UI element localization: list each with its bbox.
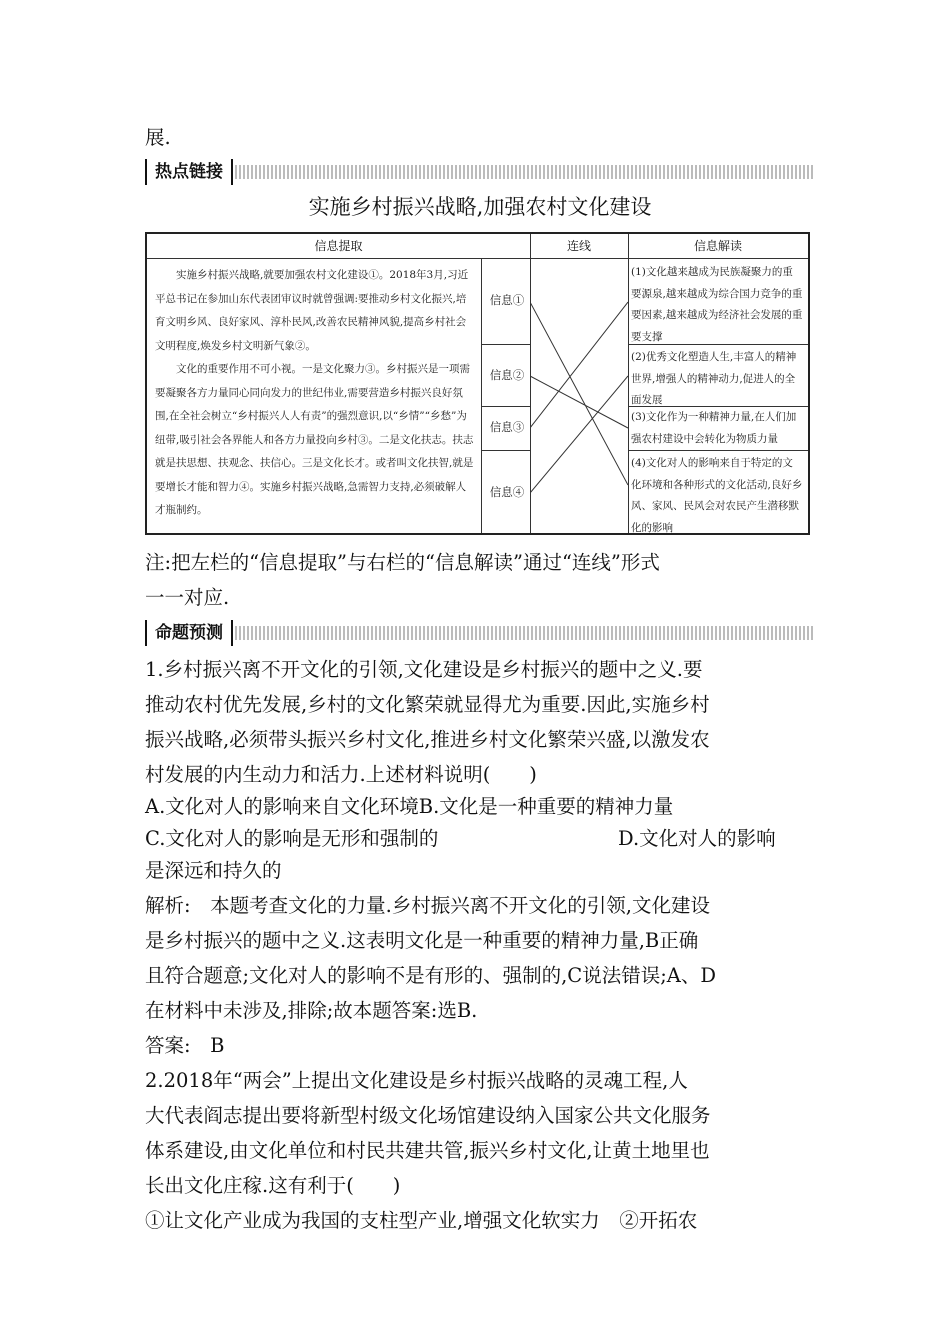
q1-stem-line: 1.乡村振兴离不开文化的引领,文化建设是乡村振兴的题中之义.要 [145,658,703,681]
info-label: 信息② [489,368,525,382]
intro-tail: 展. [145,126,171,149]
q1-analysis-line: 且符合题意;文化对人的影响不是有形的、强制的,C说法错误;A、D [145,964,716,987]
section-label: 热点链接 [145,159,233,185]
divider [628,234,629,533]
interpretation: (4)文化对人的影响来自于特定的文化环境和各种形式的文化活动,良好乡风、家风、民风会对农民产生潜移默化的影响 [631,457,803,534]
q1-option-c: C.文化对人的影响是无形和强制的 [145,827,439,850]
info-label: 信息③ [489,420,525,434]
q1-stem-line: 村发展的内生动力和活力.上述材料说明( ) [145,763,537,786]
connection-lines [530,258,628,535]
q1-option-d-cont: 是深远和持久的 [145,859,282,882]
section-divider [235,626,815,640]
divider [481,344,530,345]
header-extract: 信息提取 [147,234,530,259]
note-line: 一一对应. [145,586,230,609]
connection-line [530,376,628,428]
section-divider [235,165,815,179]
q1-options-ab: A.文化对人的影响来自文化环境B.文化是一种重要的精神力量 [145,795,674,818]
section-hot-link [145,159,815,185]
interpretation: (2)优秀文化塑造人生,丰富人的精神世界,增强人的精神动力,促进人的全面发展 [631,351,797,406]
q1-analysis-line: 是乡村振兴的题中之义.这表明文化是一种重要的精神力量,B正确 [145,929,699,952]
q1-stem-line: 振兴战略,必须带头振兴乡村文化,推进乡村文化繁荣兴盛,以激发农 [145,728,710,751]
divider [481,406,530,407]
q1-answer: 答案: B [145,1034,225,1057]
q2-stem-line: 大代表阎志提出要将新型村级文化场馆建设纳入国家公共文化服务 [145,1104,711,1127]
table-title: 实施乡村振兴战略,加强农村文化建设 [308,195,652,219]
interpretation: (3)文化作为一种精神力量,在人们加强农村建设中会转化为物质力量 [631,411,797,445]
section-label: 命题预测 [145,620,233,646]
connection-line [530,302,628,428]
q2-stem-line: 长出文化庄稼.这有利于( ) [145,1174,401,1197]
q1-option-d: D.文化对人的影响 [618,827,776,850]
header-interpret: 信息解读 [628,234,808,259]
q2-stem-line: 体系建设,由文化单位和村民共建共管,振兴乡村文化,让黄土地里也 [145,1139,710,1162]
info-table [145,232,810,535]
info-label: 信息① [489,293,525,307]
interpretation: (1)文化越来越成为民族凝聚力的重要源泉,越来越成为综合国力竞争的重要因素,越来越成为经济社会发展的重要支撑 [631,266,803,343]
section-prediction [145,620,815,646]
divider [481,450,530,451]
q2-stem-line: 2.2018年“两会”上提出文化建设是乡村振兴战略的灵魂工程,人 [145,1069,688,1092]
q2-stem-line: ①让文化产业成为我国的支柱型产业,增强文化软实力 ②开拓农 [145,1209,698,1232]
q1-stem-line: 推动农村优先发展,乡村的文化繁荣就显得尤为重要.因此,实施乡村 [145,693,710,716]
note-line: 注:把左栏的“信息提取”与右栏的“信息解读”通过“连线”形式 [145,551,660,574]
q1-analysis-line: 解析: 本题考查文化的力量.乡村振兴离不开文化的引领,文化建设 [145,894,710,917]
info-label: 信息④ [489,485,525,499]
source-paragraph: 实施乡村振兴战略,就要加强农村文化建设①。2018年3月,习近平总书记在参加山东代表团审议时就曾强调:要推动乡村文化振兴,培育文明乡风、良好家风、淳朴民风,改善农民精神风貌,提高乡村社会文明程度,焕发乡村文明新气象②。 [155,269,469,352]
divider [481,258,482,533]
source-text [155,264,475,523]
source-paragraph: 文化的重要作用不可小视。一是文化聚力③。乡村振兴是一项需要凝聚各方力量同心同向发力的世纪伟业,需要营造乡村振兴良好氛围,在全社会树立“乡村振兴人人有责”的强烈意识,以“乡情”“乡愁”为纽带,吸引社会各界能人和各方力量投向乡村③。二是文化扶志。扶志就是扶思想、扶观念、扶信心。三是文化长才。或者叫文化扶智,就是要增长才能和智力④。实施乡村振兴战略,急需智力支持,必须破解人才瓶制约。 [155,363,474,516]
q1-analysis-line: 在材料中未涉及,排除;故本题答案:选B. [145,999,478,1022]
header-connect: 连线 [530,234,628,259]
divider [628,450,808,451]
